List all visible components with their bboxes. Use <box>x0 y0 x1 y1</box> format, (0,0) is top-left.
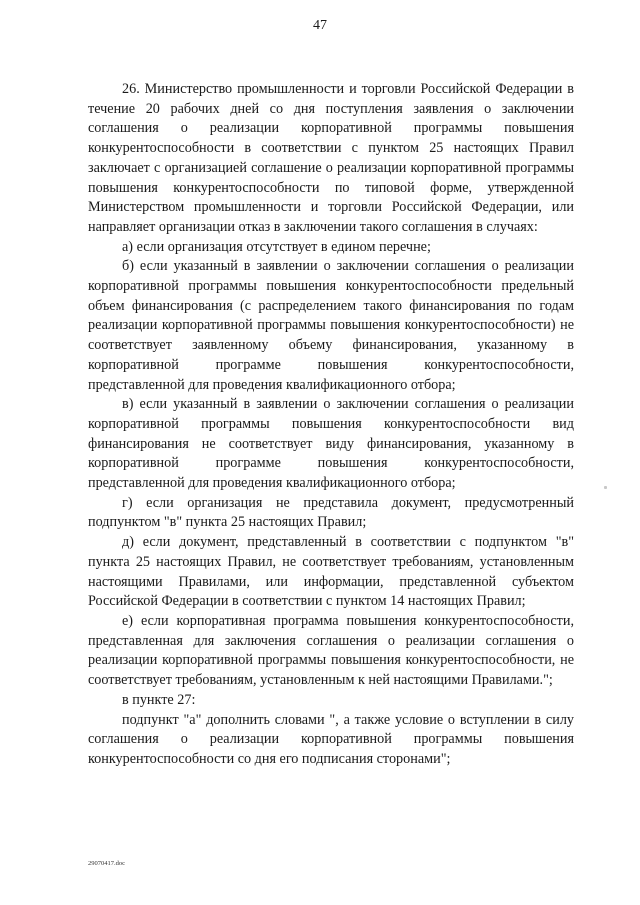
paragraph-g: г) если организация не представила документ, предусмотренный подпунктом "в" пункта 25 настоящих Правил; <box>88 494 574 531</box>
scan-mark <box>604 486 607 489</box>
paragraph-e: е) если корпоративная программа повышения конкурентоспособности, представленная для заключения соглашения о реализации соглашения о реализации корпоративной программы повышения конкурентоспособности, не соответствует требованиям, установленным к ней настоящими Правилами."; <box>88 612 574 689</box>
paragraph-26: 26. Министерство промышленности и торговли Российской Федерации в течение 20 рабочих дней со дня поступления заявления о заключении соглашения о реализации корпоративной программы повышения конкурентоспособности в соответствии с пунктом 25 настоящих Правил заключает с организацией соглашение о реализации корпоративной программы повышения конкурентоспособности по типовой форме, утвержденной Министерством промышленности и торговли Российской Федерации, или направляет организации отказ в заключении такого соглашения в случаях: <box>88 81 574 235</box>
paragraph-point-27: в пункте 27: <box>122 691 196 708</box>
paragraph-subpoint-a: подпункт "а" дополнить словами ", а также условие о вступлении в силу соглашения о реализации корпоративной программы повышения конкурентоспособности со дня его подписания сторонами"; <box>88 711 574 767</box>
paragraph-a: а) если организация отсутствует в едином перечне; <box>122 238 431 255</box>
page-number: 47 <box>313 18 327 33</box>
document-body <box>88 80 574 770</box>
file-name-footer: 29070417.doc <box>88 860 126 867</box>
paragraph-d: д) если документ, представленный в соответствии с подпунктом "в" пункта 25 настоящих Правил, не соответствует требованиям, установленным настоящими Правилами, или информации, представленной субъектом Российской Федерации в соответствии с пунктом 14 настоящих Правил; <box>88 534 574 610</box>
paragraph-v: в) если указанный в заявлении о заключении соглашения о реализации корпоративной программы повышения конкурентоспособности вид финансирования не соответствует виду финансирования, указанному в корпоративной программе повышения конкурентоспособности, представленной для проведения квалификационного отбора; <box>88 396 574 492</box>
paragraph-b: б) если указанный в заявлении о заключении соглашения о реализации корпоративной программы повышения конкурентоспособности предельный объем финансирования (с распределением такого финансирования по годам реализации корпоративной программы повышения конкурентоспособности) не соответствует заявленному объему финансирования, указанному в корпоративной программе повышения конкурентоспособности, представленной для проведения квалификационного отбора; <box>88 258 574 393</box>
